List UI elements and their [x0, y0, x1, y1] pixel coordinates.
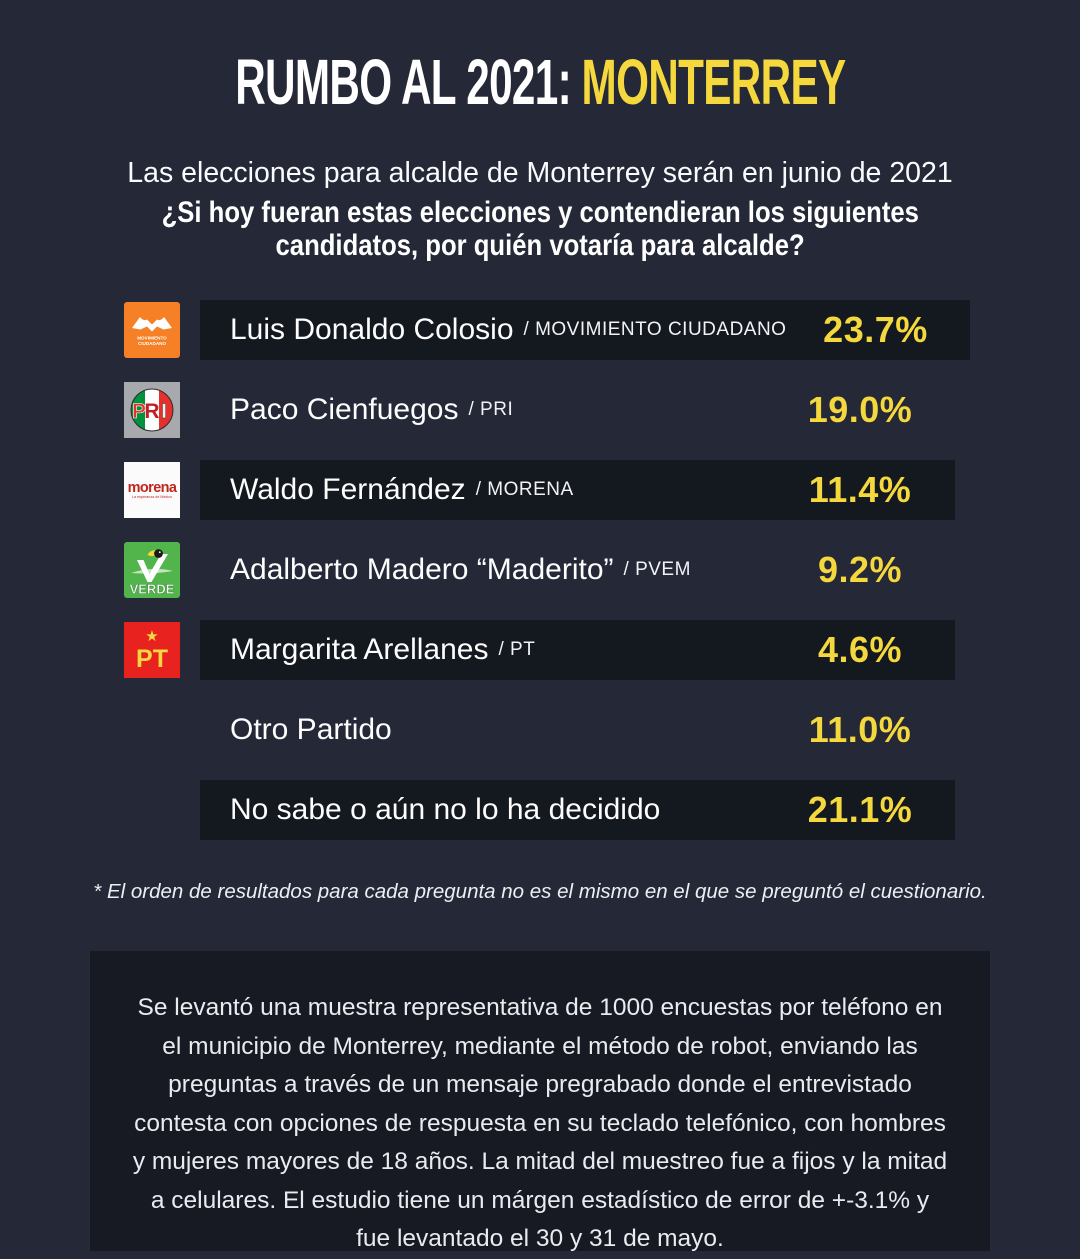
results-list — [124, 300, 955, 840]
result-row — [124, 620, 955, 680]
party-name: / PT — [498, 639, 536, 660]
result-bar — [200, 300, 970, 360]
svg-text:MOVIMIENTO: MOVIMIENTO — [137, 335, 167, 341]
svg-text:CIUDADANO: CIUDADANO — [137, 341, 167, 346]
title-highlight: MONTERREY — [581, 46, 846, 118]
methodology-text: Se levantó una muestra representativa de 1000 encuestas por teléfono en el municipio de Monterrey, mediante el método de robot, enviando las preguntas a través de un mensaje pregrabado donde el entrevistado contesta con opciones de respuesta en su teclado telefónico, con hombres y mujeres mayores de 18 años. La mitad del muestreo fue a fijos y la mitad a celulares. El estudio tiene un márgen estadístico de error de +-3.1% y fue levantado el 30 y 31 de mayo. — [132, 994, 948, 1252]
svg-text:R: R — [144, 400, 160, 423]
page-title — [0, 44, 1080, 120]
candidate-name: Adalberto Madero “Maderito” — [230, 553, 614, 586]
svg-text:morena: morena — [127, 480, 177, 496]
result-percentage: 23.7% — [823, 309, 928, 350]
result-row — [124, 380, 955, 440]
result-percentage: 9.2% — [817, 549, 903, 590]
result-bar — [200, 540, 955, 600]
party-logo — [124, 782, 180, 838]
methodology-box — [90, 951, 990, 1251]
footnote: * El orden de resultados para cada pregunta no es el mismo en el que se preguntó el cuestionario. — [93, 880, 987, 903]
candidate-name: Waldo Fernández — [230, 473, 466, 506]
candidate-name: Otro Partido — [230, 713, 392, 746]
svg-text:★: ★ — [145, 627, 159, 645]
candidate-name: Paco Cienfuegos — [230, 393, 459, 426]
party-name: / MOVIMIENTO CIUDADANO — [523, 319, 787, 340]
subtitle: Las elecciones para alcalde de Monterrey serán en junio de 2021 — [127, 157, 953, 189]
svg-text:PT: PT — [136, 645, 168, 673]
pvem-logo — [124, 542, 180, 598]
result-bar — [200, 780, 955, 840]
question-line-2: candidatos, por quién votaría para alcalde? — [275, 229, 805, 262]
party-name: / PRI — [468, 399, 514, 420]
result-percentage: 4.6% — [817, 629, 903, 670]
pt-logo — [124, 622, 180, 678]
svg-text:I: I — [161, 400, 167, 423]
candidate-name: Luis Donaldo Colosio — [230, 313, 514, 346]
result-percentage: 19.0% — [807, 389, 913, 430]
svg-text:P: P — [131, 400, 147, 423]
poll-question — [0, 196, 1080, 262]
result-row — [124, 780, 955, 840]
result-bar — [200, 460, 955, 520]
result-bar — [200, 700, 955, 760]
pri-logo — [124, 382, 180, 438]
morena-logo — [124, 462, 180, 518]
result-row — [124, 700, 955, 760]
result-row — [124, 540, 955, 600]
svg-text:La esperanza de México: La esperanza de México — [131, 495, 173, 499]
svg-text:VERDE: VERDE — [129, 581, 175, 597]
question-line-1: ¿Si hoy fueran estas elecciones y contendieran los siguientes — [161, 196, 919, 229]
candidate-name: No sabe o aún no lo ha decidido — [230, 793, 661, 826]
result-row — [124, 460, 955, 520]
title-prefix: RUMBO AL 2021: — [234, 46, 571, 118]
party-logo — [124, 702, 180, 758]
result-percentage: 21.1% — [807, 789, 913, 830]
result-bar — [200, 620, 955, 680]
result-percentage: 11.0% — [808, 709, 912, 750]
party-name: / MORENA — [475, 479, 574, 500]
party-name: / PVEM — [623, 559, 691, 580]
result-percentage: 11.4% — [808, 469, 912, 510]
result-bar — [200, 380, 955, 440]
header — [0, 0, 1080, 262]
result-row — [124, 300, 955, 360]
candidate-name: Margarita Arellanes — [230, 633, 489, 666]
movimiento-ciudadano-logo — [124, 302, 180, 358]
